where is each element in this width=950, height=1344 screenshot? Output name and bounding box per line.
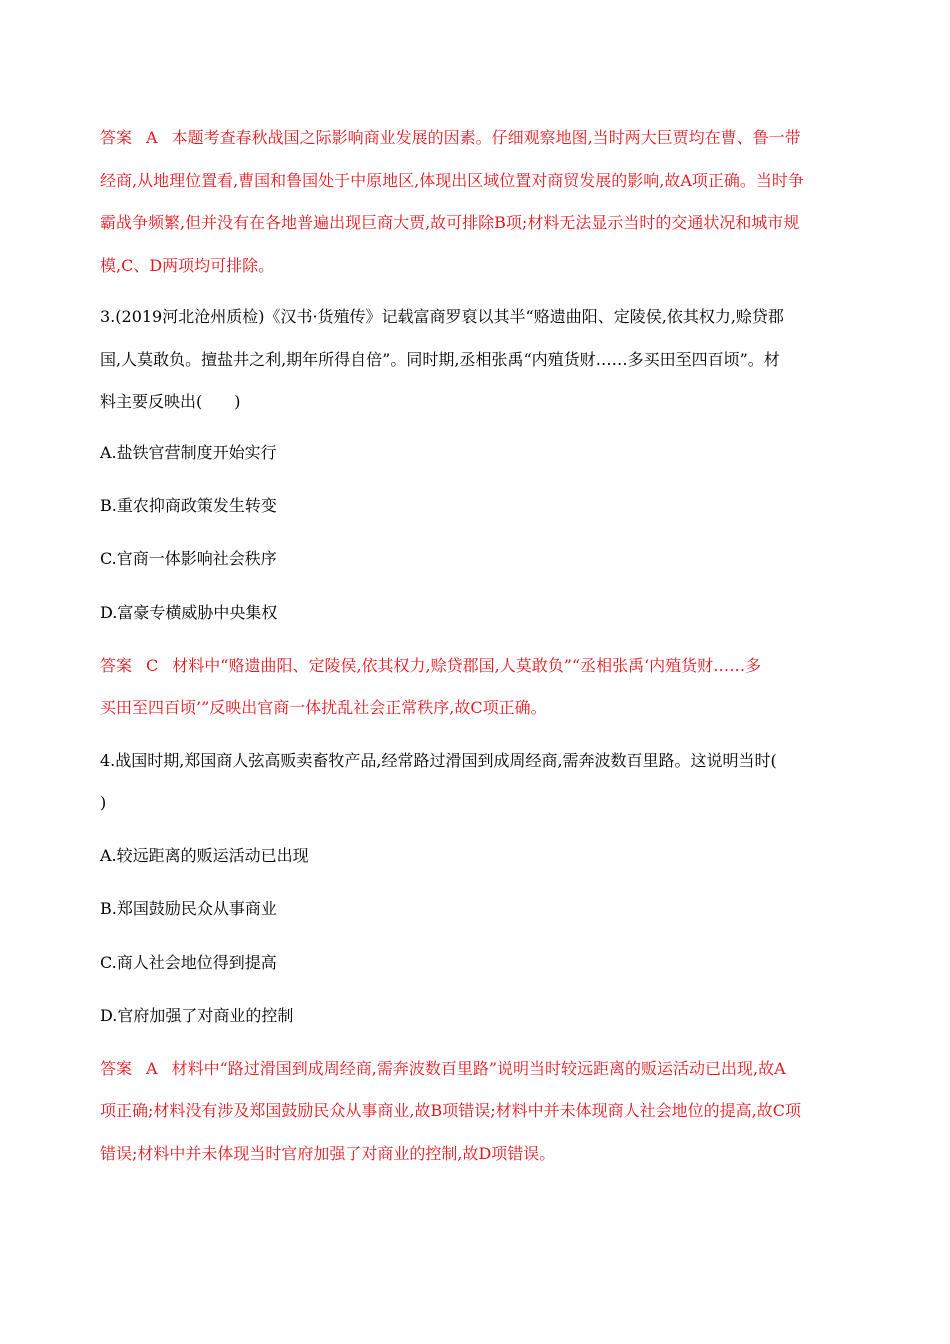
question-4-answer-line-3: 错误;材料中并未体现当时官府加强了对商业的控制,故D项错误。 — [100, 1144, 556, 1163]
question-3-line-1: 3.(2019河北沧州质检)《汉书·货殖传》记载富商罗裒以其半“赂遗曲阳、定陵侯,依其权力,赊贷郡 — [100, 307, 784, 326]
answer-letter: A — [146, 128, 158, 147]
answer-label: 答案 — [100, 656, 133, 675]
answer-prev-line-2: 经商,从地理位置看,曹国和鲁国处于中原地区,体现出区域位置对商贸发展的影响,故A项正确。当时争 — [100, 171, 804, 190]
question-4-line-1: 4.战国时期,郑国商人弦高贩卖畜牧产品,经常路过滑国到成周经商,需奔波数百里路。这说明当时( — [100, 751, 777, 770]
question-4-option-b: B.郑国鼓励民众从事商业 — [100, 899, 277, 918]
answer-letter: C — [146, 656, 159, 675]
question-4-option-a: A.较远距离的贩运活动已出现 — [100, 846, 309, 865]
question-3-answer-line-1 — [100, 656, 761, 676]
answer-text: 材料中“路过滑国到成周经商,需奔波数百里路”说明当时较远距离的贩运活动已出现,故A — [171, 1059, 786, 1078]
answer-label: 答案 — [100, 1059, 133, 1078]
question-3-option-b: B.重农抑商政策发生转变 — [100, 496, 277, 515]
answer-prev-line-4: 模,C、D两项均可排除。 — [100, 256, 275, 275]
question-4-line-2: ) — [100, 793, 107, 812]
answer-label: 答案 — [100, 128, 133, 147]
question-4-option-d: D.官府加强了对商业的控制 — [100, 1006, 294, 1025]
answer-text: 本题考查春秋战国之际影响商业发展的因素。仔细观察地图,当时两大巨贾均在曹、鲁一带 — [171, 128, 801, 147]
question-3-answer-line-2: 买田至四百顷’”反映出官商一体扰乱社会正常秩序,故C项正确。 — [100, 698, 547, 717]
answer-prev-line-3: 霸战争频繁,但并没有在各地普遍出现巨商大贾,故可排除B项;材料无法显示当时的交通状况和城市规 — [100, 213, 800, 232]
question-4-answer-line-2: 项正确;材料没有涉及郑国鼓励民众从事商业,故B项错误;材料中并未体现商人社会地位的提高,故C项 — [100, 1101, 801, 1120]
answer-text: 材料中“赂遗曲阳、定陵侯,依其权力,赊贷郡国,人莫敢负”“丞相张禹‘内殖货财……多 — [172, 656, 762, 675]
question-3-option-c: C.官商一体影响社会秩序 — [100, 549, 277, 568]
question-4-option-c: C.商人社会地位得到提高 — [100, 953, 277, 972]
answer-prev-line-1 — [100, 128, 801, 148]
question-3-line-2: 国,人莫敢负。擅盐井之利,期年所得自倍”。同时期,丞相张禹“内殖货财……多买田至四百顷”。材 — [100, 350, 780, 369]
question-3-line-3: 料主要反映出( ) — [100, 392, 241, 411]
question-4-answer-line-1 — [100, 1059, 786, 1079]
answer-letter: A — [146, 1059, 158, 1078]
question-3-option-d: D.富豪专横威胁中央集权 — [100, 603, 278, 622]
question-3-option-a: A.盐铁官营制度开始实行 — [100, 443, 277, 462]
